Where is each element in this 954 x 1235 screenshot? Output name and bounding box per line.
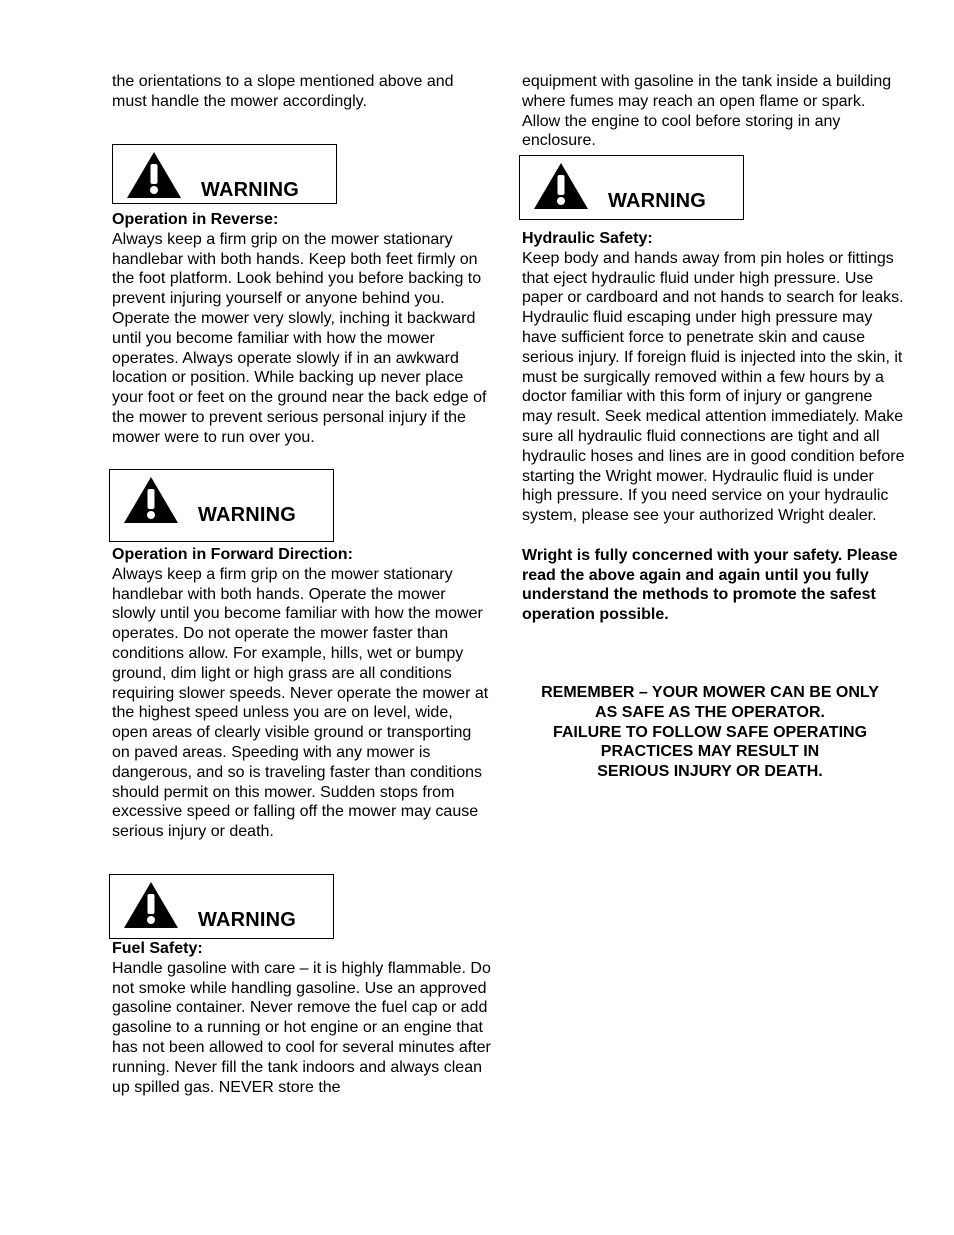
fuel-continued: [522, 72, 907, 151]
fuel-heading: Fuel Safety:: [112, 940, 203, 957]
reverse-section: [112, 210, 492, 448]
remember-line: FAILURE TO FOLLOW SAFE OPERATING: [552, 723, 868, 741]
hydraulic-section: [522, 229, 907, 625]
warning-triangle-icon: [122, 475, 180, 525]
warning-label: WARNING: [608, 190, 707, 212]
forward-body: Always keep a firm grip on the mower stationary handlebar with both hands. Operate the mower slowly until you become familiar with how the mower operates. Do not operate the mower faster than conditions allow. For example, hills, wet or bumpy ground, dim light or high grass are all conditions requiring slower speeds. Never operate the mower at the highest speed unless you are on level, wide, open areas of clearly visible ground or transporting on paved areas. Speeding with any mower is dangerous, and so is traveling faster than conditions should permit on this mower. Sudden stops from excessive speed or falling off the mower may cause serious injury or death.: [112, 565, 489, 841]
warning-triangle-icon: [125, 150, 183, 200]
forward-heading: Operation in Forward Direction:: [112, 546, 353, 563]
warning-box-forward: [109, 469, 334, 542]
spacer: [522, 526, 907, 546]
fuel-continued-text: equipment with gasoline in the tank inside a building where fumes may reach an open flame or spark. Allow the engine to cool before storing in any enclosure.: [522, 73, 892, 150]
forward-section: [112, 545, 492, 842]
remember-line: AS SAFE AS THE OPERATOR.: [595, 703, 825, 721]
remember-line: SERIOUS INJURY OR DEATH.: [597, 763, 823, 781]
warning-box-reverse: [112, 144, 337, 204]
remember-line: PRACTICES MAY RESULT IN: [600, 743, 820, 761]
reverse-body: Always keep a firm grip on the mower stationary handlebar with both hands. Keep both feet firmly on the foot platform. Look behind you before backing to prevent injuring yourself or anyone behind you. Operate the mower very slowly, inching it backward until you become familiar with how the mower operates. Always operate slowly if in an awkward location or position. While backing up never place your foot or feet on the ground near the back edge of the mower to prevent serious personal injury if the mower were to run over you.: [112, 230, 487, 446]
intro-text: the orientations to a slope mentioned above and must handle the mower accordingly.: [112, 73, 454, 110]
hydraulic-body: Keep body and hands away from pin holes or fittings that eject hydraulic fluid under high pressure. Use paper or cardboard and not hands to search for leaks. Hydraulic fluid escaping under high pressure may have sufficient force to penetrate skin and cause serious injury. If foreign fluid is injected into the skin, it must be surgically removed within a few hours by a doctor familiar with this form of injury or gangrene may result. Seek medical attention immediately. Make sure all hydraulic fluid connections are tight and all hydraulic hoses and lines are in good condition before starting the Wright mower. Hydraulic fluid is under high pressure. If you need service on your hydraulic system, please see your authorized Wright dealer.: [522, 249, 905, 525]
fuel-section: [112, 939, 492, 1097]
concern-text: Wright is fully concerned with your safety. Please read the above again and again until you fully understand the methods to promote the safest operation possible.: [522, 546, 898, 624]
warning-box-fuel: [109, 874, 334, 939]
warning-label: WARNING: [198, 504, 297, 526]
warning-triangle-icon: [532, 161, 590, 211]
warning-label: WARNING: [198, 909, 297, 931]
hydraulic-heading: Hydraulic Safety:: [522, 230, 653, 247]
fuel-body: Handle gasoline with care – it is highly flammable. Do not smoke while handling gasoline. Use an approved gasoline container. Never remove the fuel cap or add gasoline to a running or hot engine or an engine that has not been allowed to cool for several minutes after running. Never fill the tank indoors and always clean up spilled gas. NEVER store the: [112, 959, 491, 1096]
warning-box-hydraulic: [519, 155, 744, 220]
warning-triangle-icon: [122, 880, 180, 930]
remember-line: REMEMBER – YOUR MOWER CAN BE ONLY: [541, 684, 879, 701]
warning-label: WARNING: [201, 179, 300, 201]
left-intro: [112, 72, 492, 112]
remember-notice: [522, 683, 898, 782]
reverse-heading: Operation in Reverse:: [112, 211, 279, 228]
